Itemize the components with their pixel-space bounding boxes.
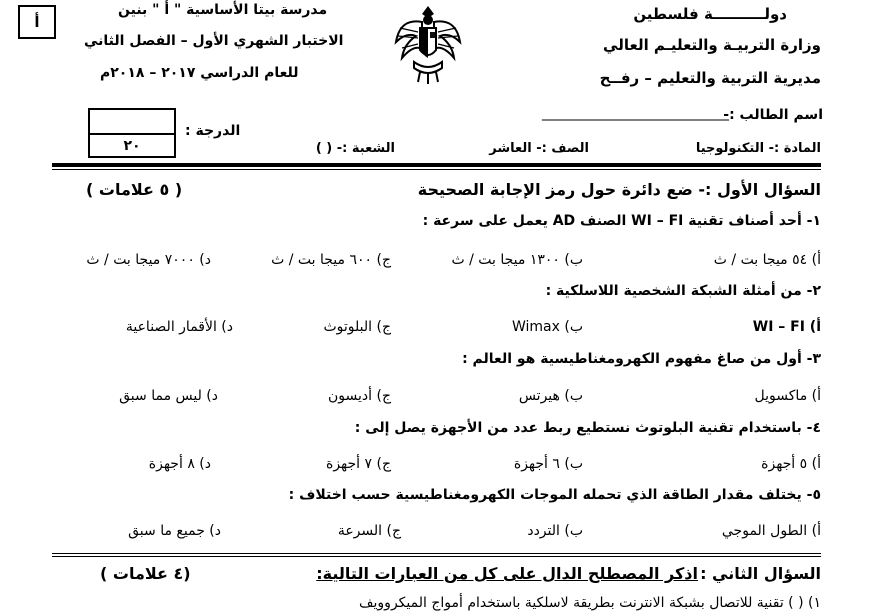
q5-option-c[interactable]: ج) السرعة [337, 523, 401, 539]
q5-option-b[interactable]: ب) التردد [527, 523, 583, 539]
section-separator-thin [52, 556, 821, 557]
section2-item-1: ١) ( ) تقنية للاتصال بشبكة الانترنت بطريقة لاسلكية باستخدام أمواج الميكروويف [359, 595, 821, 611]
grade-box [88, 108, 176, 158]
q3-option-d[interactable]: د) ليس مما سبق [119, 388, 218, 404]
header-separator-thin [52, 169, 821, 170]
question-1: ١- أحد أصناف تقنية WI – FI الصنف AD يعمل على سرعة : [422, 213, 821, 229]
q1-option-a[interactable]: أ) ٥٤ ميجا بت / ث [713, 252, 821, 268]
student-name-label: اسم الطالب :- [723, 107, 823, 123]
section1-marks: ( ٥ علامات ) [86, 180, 183, 199]
section2-marks: (٤ علامات ) [100, 564, 191, 583]
q2-option-a[interactable]: أ) WI – FI [752, 319, 821, 335]
q2-option-d[interactable]: د) الأقمار الصناعية [125, 319, 233, 335]
subject-field: المادة :- التكنولوجيا [695, 141, 821, 156]
grade-total: ٢٠ [123, 137, 141, 154]
q1-option-b[interactable]: ب) ١٣٠٠ ميجا بت / ث [451, 252, 583, 268]
q4-option-d[interactable]: د) ٨ أجهزة [148, 456, 211, 472]
palestine-emblem-icon [392, 2, 464, 86]
q1-option-d[interactable]: د) ٧٠٠٠ ميجا بت / ث [86, 252, 211, 268]
header-ministry: وزارة التربيـة والتعليـم العالي [603, 36, 821, 54]
class-field: الصف :- العاشر [489, 141, 589, 156]
question-5: ٥- يختلف مقدار الطاقة الذي تحمله الموجات الكهرومغناطيسية حسب اختلاف : [288, 487, 821, 503]
grade-label: الدرجة : [185, 123, 241, 139]
section-separator [52, 553, 821, 554]
version-box [18, 5, 56, 39]
q3-option-c[interactable]: ج) أديسون [328, 388, 391, 404]
question-3: ٣- أول من صاغ مفهوم الكهرومغناطيسية هو العالم : [462, 351, 821, 367]
q2-option-b[interactable]: ب) Wimax [511, 319, 583, 335]
section-field: الشعبة :- ( ) [315, 141, 395, 156]
header-school-year: للعام الدراسي ٢٠١٧ – ٢٠١٨م [100, 65, 299, 81]
student-name-line[interactable]: _______________________________ [542, 105, 728, 121]
header-exam-title: الاختبار الشهري الأول – الفصل الثاني [84, 33, 344, 49]
question-2: ٢- من أمثلة الشبكة الشخصية اللاسلكية : [545, 283, 821, 299]
header-separator [52, 163, 821, 167]
q4-option-b[interactable]: ب) ٦ أجهزة [513, 456, 583, 472]
q2-option-c[interactable]: ج) البلوتوث [323, 319, 391, 335]
q4-option-c[interactable]: ج) ٧ أجهزة [326, 456, 391, 472]
question-4: ٤- باستخدام تقنية البلوتوث نستطيع ربط عدد من الأجهزة يصل إلى : [354, 420, 821, 436]
version-letter: أ [34, 13, 40, 31]
q5-option-d[interactable]: د) جميع ما سبق [128, 523, 221, 539]
section1-title: السؤال الأول :- ضع دائرة حول رمز الإجابة الصحيحة [417, 180, 821, 199]
header-directorate: مديرية التربية والتعليم – رفــح [599, 69, 821, 87]
header-school: مدرسة بيتا الأساسية " أ " بنين [118, 2, 328, 18]
q1-option-c[interactable]: ج) ٦٠٠ ميجا بت / ث [271, 252, 391, 268]
q3-option-b[interactable]: ب) هيرتس [518, 388, 583, 404]
section2-title: اذكر المصطلح الدال على كل من العبارات التالية: [316, 564, 698, 583]
q5-option-a[interactable]: أ) الطول الموجي [721, 523, 821, 539]
section2-title-prefix: السؤال الثاني : [700, 564, 821, 583]
q4-option-a[interactable]: أ) ٥ أجهزة [761, 456, 821, 472]
q3-option-a[interactable]: أ) ماكسويل [754, 388, 821, 404]
header-state: دولــــــــــة فلسطين [633, 5, 787, 23]
